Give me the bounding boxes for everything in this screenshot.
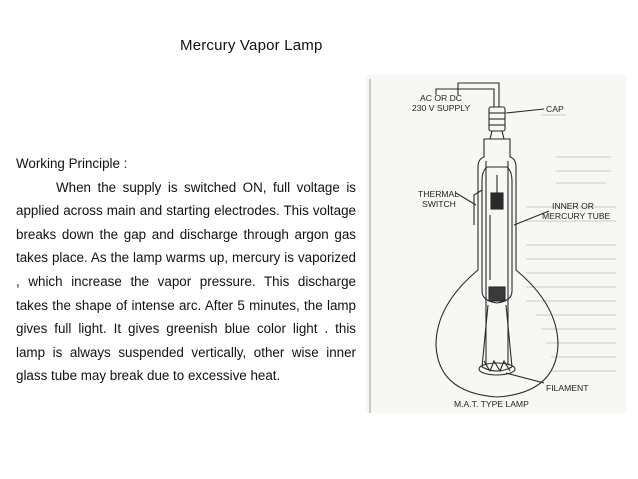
label-filament: FILAMENT — [546, 383, 589, 393]
label-cap: CAP — [546, 104, 564, 114]
working-principle-paragraph: When the supply is switched ON, full voltage is applied across main and starting electrodes. This voltage breaks down the gap and discharge through argon gas takes place. As the lamp warms up, mercury is vaporized , which increase the vapor pressure. This discharge takes the shape of intense arc. After 5 minutes, the lamp gives full light. It gives greenish blue color light . this lamp is always suspended vertically, other wise inner glass tube may break due to excessive heat. — [16, 179, 356, 384]
slide-title: Mercury Vapor Lamp — [180, 37, 323, 54]
scan-background-text — [526, 115, 616, 371]
label-switch: SWITCH — [422, 199, 456, 209]
working-principle-heading: Working Principle : — [16, 156, 128, 171]
label-supply-voltage: 230 V SUPPLY — [412, 103, 471, 113]
label-thermal: THERMAL — [418, 189, 460, 199]
working-principle-text — [16, 152, 356, 388]
lamp-drawing — [366, 75, 626, 413]
label-inner: INNER OR — [552, 201, 595, 211]
mercury-lamp-diagram — [366, 75, 626, 413]
label-mercury-tube: MERCURY TUBE — [542, 211, 611, 221]
label-supply-type: AC OR DC — [420, 93, 463, 103]
figure-caption: M.A.T. TYPE LAMP — [454, 399, 529, 409]
lamp-outline — [436, 83, 558, 397]
